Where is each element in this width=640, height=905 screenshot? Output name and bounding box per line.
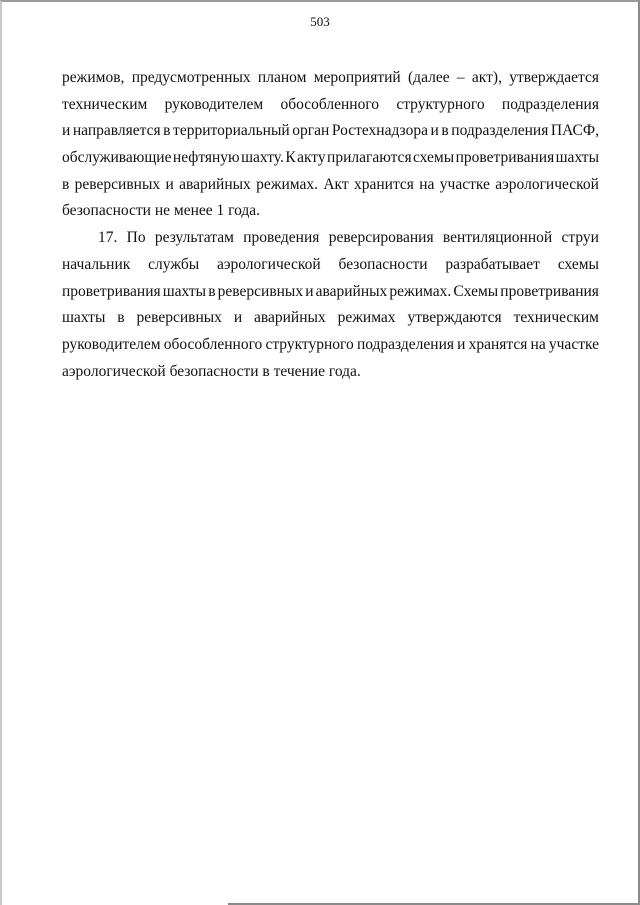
word: направляется [72, 122, 161, 140]
word: результатам [154, 229, 234, 247]
word: акт), [471, 69, 502, 86]
word: К [285, 149, 296, 167]
word: техническим [62, 95, 148, 113]
word: в [208, 282, 216, 300]
word: нефтяную [172, 149, 240, 167]
word: подразделения [356, 335, 454, 353]
word: По [126, 229, 146, 247]
word: струи [561, 229, 599, 247]
word: обособленного [280, 95, 380, 113]
word: мероприятий [313, 69, 401, 86]
word: схемы [557, 255, 599, 273]
word: руководителем [62, 335, 161, 353]
word: орган [292, 122, 330, 140]
word: хранится [353, 175, 414, 193]
word: схемы [413, 149, 455, 167]
word: (далее [408, 69, 450, 86]
word: акту [297, 149, 326, 167]
word: аварийных [315, 282, 388, 300]
paragraph-line [62, 198, 599, 225]
word: руководителем [164, 95, 264, 113]
word: безопасности не менее 1 года. [62, 202, 261, 220]
word: утверждаются [407, 309, 502, 327]
word: Схемы [453, 282, 499, 300]
word: начальник [62, 255, 131, 273]
paragraph-line [62, 305, 599, 332]
word: хранятся [468, 335, 528, 353]
word: Ростехнадзора [331, 122, 428, 140]
word: и [305, 282, 314, 300]
word: шахту. [241, 149, 284, 167]
word: 17. [98, 229, 118, 247]
word: участке [548, 335, 599, 353]
word: проветривания [62, 282, 161, 300]
word: подразделения [451, 122, 549, 140]
word: режимах. [256, 175, 318, 193]
paragraph-line [62, 65, 599, 92]
word: вентиляционной [442, 229, 553, 247]
word: планом [257, 69, 307, 86]
word: аэрологической [216, 255, 321, 273]
page-number: 503 [310, 14, 330, 29]
paragraph-line [62, 225, 599, 252]
paragraph-line [62, 92, 599, 119]
word: ПАСФ, [550, 122, 599, 140]
word: режимов, [62, 69, 125, 86]
word: реверсивных [136, 309, 222, 327]
word: обслуживающие [62, 149, 172, 167]
word: Акт [323, 175, 349, 193]
word: подразделения [501, 95, 599, 113]
word: и [430, 122, 439, 140]
word: прилагаются [327, 149, 412, 167]
document-body [62, 65, 599, 385]
word: разрабатывает [445, 255, 540, 273]
word: шахты [162, 282, 207, 300]
word: утверждается [509, 69, 599, 86]
word: проветривания [500, 282, 599, 300]
paragraph-line [62, 145, 599, 172]
word: техническим [513, 309, 599, 327]
word: аварийных [179, 175, 251, 193]
word: проветривания [455, 149, 555, 167]
word: структурного [265, 335, 354, 353]
word: в [163, 122, 171, 140]
word: и [62, 122, 71, 140]
paragraph-line [62, 279, 599, 306]
word: на [419, 175, 435, 193]
word: – [456, 69, 465, 86]
word: реверсирования [328, 229, 434, 247]
word: аэрологической [495, 175, 599, 193]
word: на [530, 335, 546, 353]
word: обособленного [163, 335, 263, 353]
word: безопасности [338, 255, 428, 273]
word: и [457, 335, 466, 353]
word: в [117, 309, 125, 327]
paragraph-1 [62, 65, 599, 225]
word: аэрологической безопасности в течение года. [62, 362, 361, 380]
word: структурного [396, 95, 485, 113]
paragraph-line [62, 172, 599, 199]
word: предусмотренных [131, 69, 251, 86]
word: реверсивных [74, 175, 161, 193]
paragraph-line [62, 252, 599, 279]
word: режимах. [389, 282, 452, 300]
word: в [441, 122, 449, 140]
word: шахты [62, 309, 106, 327]
word: шахты [555, 149, 599, 167]
word: в [62, 175, 70, 193]
word: участке [439, 175, 490, 193]
word: проведения [243, 229, 320, 247]
word: режимах [337, 309, 396, 327]
word: и [233, 309, 243, 327]
word: территориальный [173, 122, 290, 140]
word: аварийных [254, 309, 326, 327]
word: и [165, 175, 174, 193]
word: службы [148, 255, 200, 273]
word: реверсивных [217, 282, 304, 300]
paragraph-line [62, 118, 599, 145]
paragraph-line [62, 332, 599, 359]
paragraph-line [62, 359, 599, 386]
paragraph-2 [62, 225, 599, 385]
